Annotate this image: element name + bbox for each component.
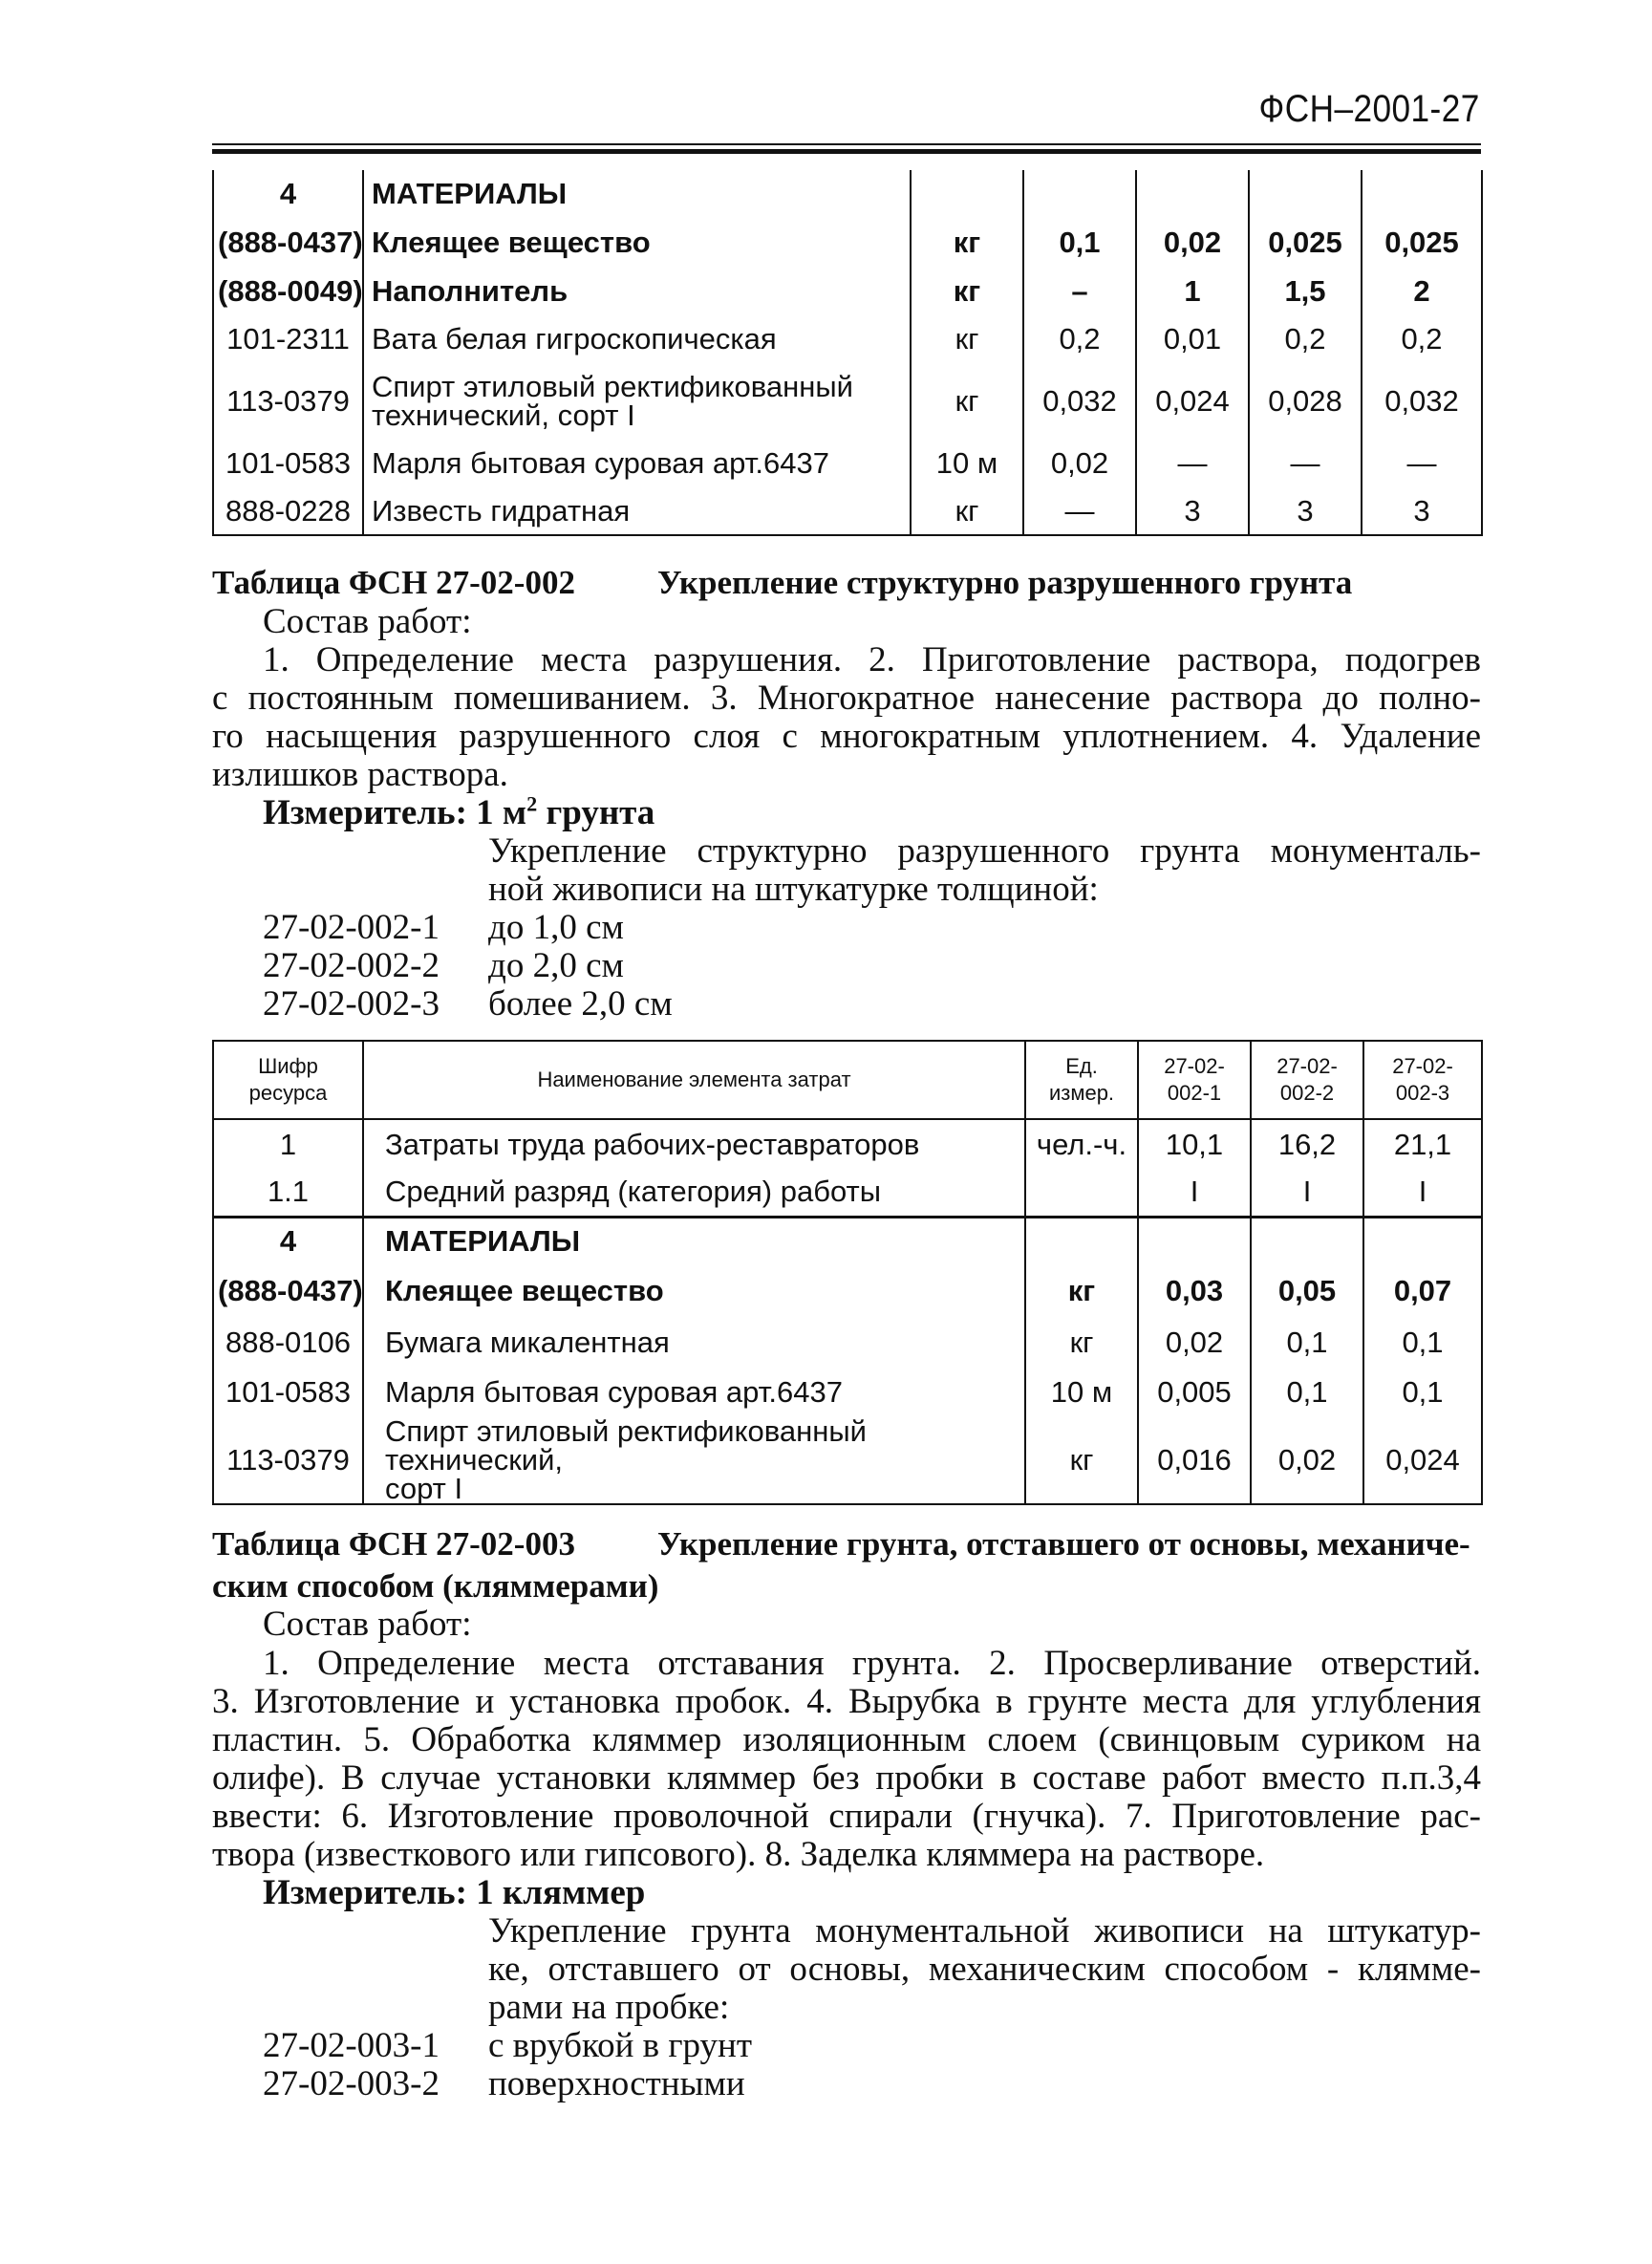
unit-cell: кг [911,487,1023,535]
resource-name: Наполнитель [363,268,911,315]
resource-code: 888-0106 [213,1318,363,1368]
table-row [213,1318,1482,1368]
value-cell: I [1251,1169,1363,1217]
item-code: 27-02-003-2 [263,2064,440,2103]
table-row [213,1264,1482,1318]
value-cell: 0,032 [1362,363,1482,440]
value-cell: 1,5 [1249,268,1362,315]
value-cell: 0,1 [1363,1368,1482,1417]
resource-code: 101-2311 [213,315,363,363]
value-cell: 0,02 [1138,1318,1251,1368]
header-name: Наименование элемента затрат [363,1041,1025,1119]
value-cell: — [1136,440,1249,487]
table-heading: Укрепление структурно разрушенного грунта [657,564,1353,601]
table-row [213,170,1482,218]
table-row [213,268,1482,315]
document-code: ФСН–2001-27 [1258,88,1480,130]
works-text: ввести: 6. Изготовление проволочной спирали (гнучка). 7. Приготовление рас- [212,1797,1481,1836]
table-row [213,487,1482,535]
works-text: 1. Определение места отставания грунта. 2. Просверливание отверстий. [263,1644,1481,1683]
description-line: рами на пробке: [488,1988,730,2027]
value-cell [1251,1217,1363,1264]
value-cell: 0,01 [1136,315,1249,363]
works-text: 1. Определение места разрушения. 2. Приготовление раствора, подогрев [263,640,1481,679]
table-label: Таблица ФСН 27-02-002 [212,564,575,601]
unit-cell: 10 м [1025,1368,1138,1417]
item-text: поверхностными [488,2064,745,2103]
works-text: пластин. 5. Обработка кляммер изоляционным слоем (свинцовым суриком на [212,1720,1481,1759]
resource-name: МАТЕРИАЛЫ [363,1217,1025,1264]
resource-code: (888-0437) [213,1264,363,1318]
value-cell: 0,028 [1249,363,1362,440]
resource-name-line: Спирт этиловый ректификованный [372,370,853,403]
works-label: Состав работ: [263,602,472,641]
works-text-line [212,678,1481,719]
works-text-line [212,1796,1481,1837]
resource-name: Известь гидратная [363,487,911,535]
works-label: Состав работ: [263,1605,472,1644]
value-cell [1023,170,1136,218]
value-cell: – [1023,268,1136,315]
value-cell: 3 [1362,487,1482,535]
unit-cell: кг [1025,1318,1138,1368]
resource-name-line: сорт I [385,1472,463,1505]
unit-cell: кг [911,218,1023,268]
value-cell: 0,024 [1136,363,1249,440]
table-row [213,440,1482,487]
resource-code: 888-0228 [213,487,363,535]
resource-name: Марля бытовая суровая арт.6437 [363,1368,1025,1417]
description-text: Укрепление структурно разрушенного грунта монументаль- [488,831,1481,871]
unit-cell: чел.-ч. [1025,1119,1138,1169]
value-cell: — [1362,440,1482,487]
header-col-2: 27-02-002-2 [1251,1041,1363,1119]
resource-name: Вата белая гигроскопическая [363,315,911,363]
works-text-line [212,1643,1481,1684]
value-cell: 21,1 [1363,1119,1482,1169]
item-text: до 2,0 см [488,946,624,985]
description-line [488,1949,1481,1990]
resource-name-line: технический, сорт I [372,399,635,432]
resource-code: 1 [213,1119,363,1169]
table-row [213,1417,1482,1504]
value-cell: 0,05 [1251,1264,1363,1318]
table-row [213,1217,1482,1264]
works-text: олифе). В случае установки кляммер без пробки в составе работ вместо п.п.3,4 [212,1758,1481,1798]
item-code: 27-02-002-2 [263,946,440,985]
table-heading-continued: ским способом (кляммерами) [212,1567,659,1605]
header-col-3: 27-02-002-3 [1363,1041,1482,1119]
resource-name: Клеящее вещество [363,218,911,268]
works-text-line [212,639,1481,680]
resource-code: (888-0437) [213,218,363,268]
resource-code: 4 [213,170,363,218]
works-text-line [212,1757,1481,1799]
table-row [213,1368,1482,1417]
item-text: более 2,0 см [488,984,673,1024]
works-text-line [212,1719,1481,1760]
table-header-row [213,1041,1482,1119]
value-cell [1136,170,1249,218]
value-cell: 0,1 [1251,1318,1363,1368]
value-cell: 3 [1249,487,1362,535]
value-cell: 1 [1136,268,1249,315]
value-cell: 0,032 [1023,363,1136,440]
value-cell: 0,025 [1362,218,1482,268]
value-cell: 0,025 [1249,218,1362,268]
resource-name: Средний разряд (категория) работы [363,1169,1025,1217]
measure-label: Измеритель: 1 м [263,793,527,832]
header-code: Шифр ресурса [213,1041,363,1119]
resource-code: 1.1 [213,1169,363,1217]
resource-code: 4 [213,1217,363,1264]
works-text: го насыщения разрушенного слоя с многократным уплотнением. 4. Удаление [212,717,1481,756]
value-cell: — [1023,487,1136,535]
resource-name: Клеящее вещество [363,1264,1025,1318]
works-text: с постоянным помешиванием. 3. Многократное нанесение раствора до полно- [212,679,1481,718]
unit-cell: кг [911,315,1023,363]
value-cell [1362,170,1482,218]
value-cell: I [1138,1169,1251,1217]
value-cell: 0,2 [1023,315,1136,363]
header-rule [212,143,1481,145]
value-cell: — [1249,440,1362,487]
table-row [213,363,1482,440]
value-cell: 16,2 [1251,1119,1363,1169]
resource-name: МАТЕРИАЛЫ [363,170,911,218]
value-cell: 0,07 [1363,1264,1482,1318]
value-cell: 10,1 [1138,1119,1251,1169]
measure-unit [263,792,654,833]
header-unit: Ед. измер. [1025,1041,1138,1119]
unit-cell: кг [911,268,1023,315]
resource-name: Затраты труда рабочих-реставраторов [363,1119,1025,1169]
item-code: 27-02-003-1 [263,2026,440,2065]
table-row [213,218,1482,268]
unit-cell: кг [1025,1264,1138,1318]
value-cell: 3 [1136,487,1249,535]
table-row [213,1119,1482,1169]
description-text: Укрепление грунта монументальной живописи на штукатур- [488,1911,1481,1951]
works-text-line: излишков раствора. [212,755,508,794]
resource-table [212,1040,1483,1505]
value-cell: 0,03 [1138,1264,1251,1318]
unit-cell [911,170,1023,218]
value-cell: 2 [1362,268,1482,315]
value-cell: 0,016 [1138,1417,1251,1504]
resource-code: 113-0379 [213,1417,363,1504]
materials-table-continued [212,170,1483,536]
value-cell: 0,005 [1138,1368,1251,1417]
resource-name: Бумага микалентная [363,1318,1025,1368]
works-text-line [212,1681,1481,1722]
header-col-1: 27-02-002-1 [1138,1041,1251,1119]
resource-name-line: Спирт этиловый ректификованный технический, [385,1414,867,1477]
description-line [488,1910,1481,1951]
value-cell: I [1363,1169,1482,1217]
unit-cell: 10 м [911,440,1023,487]
value-cell: 0,1 [1023,218,1136,268]
resource-name [363,363,911,440]
item-code: 27-02-002-3 [263,984,440,1024]
works-text-line [212,716,1481,757]
value-cell: 0,02 [1136,218,1249,268]
resource-code: 101-0583 [213,1368,363,1417]
measure-tail: грунта [537,793,655,832]
value-cell: 0,02 [1023,440,1136,487]
unit-cell [1025,1169,1138,1217]
description-line [488,830,1481,872]
unit-cell [1025,1217,1138,1264]
header-rule-thick [212,149,1481,154]
resource-code: (888-0049) [213,268,363,315]
value-cell: 0,2 [1249,315,1362,363]
table-heading: Укрепление грунта, отставшего от основы, механиче- [657,1525,1470,1563]
works-text: 3. Изготовление и установка пробок. 4. Вырубка в грунте места для углубления [212,1682,1481,1721]
description-line: ной живописи на штукатурке толщиной: [488,870,1099,909]
measure-unit: Измеритель: 1 кляммер [263,1873,646,1912]
resource-name: Марля бытовая суровая арт.6437 [363,440,911,487]
description-text: ке, отставшего от основы, механическим способом - кляммe- [488,1950,1481,1989]
unit-cell: кг [1025,1417,1138,1504]
value-cell: 0,024 [1363,1417,1482,1504]
value-cell [1138,1217,1251,1264]
unit-cell: кг [911,363,1023,440]
table-label: Таблица ФСН 27-02-003 [212,1525,575,1563]
value-cell [1363,1217,1482,1264]
measure-superscript: 2 [526,791,538,816]
value-cell: 0,02 [1251,1417,1363,1504]
value-cell: 0,1 [1363,1318,1482,1368]
item-code: 27-02-002-1 [263,908,440,947]
value-cell: 0,1 [1251,1368,1363,1417]
item-text: с врубкой в грунт [488,2026,753,2065]
resource-name [363,1414,1025,1505]
table-row [213,1169,1482,1217]
resource-code: 101-0583 [213,440,363,487]
value-cell: 0,2 [1362,315,1482,363]
table-row [213,315,1482,363]
resource-code: 113-0379 [213,363,363,440]
works-text-line: твора (известкового или гипсового). 8. Заделка кляммера на растворе. [212,1835,1265,1874]
value-cell [1249,170,1362,218]
item-text: до 1,0 см [488,908,624,947]
